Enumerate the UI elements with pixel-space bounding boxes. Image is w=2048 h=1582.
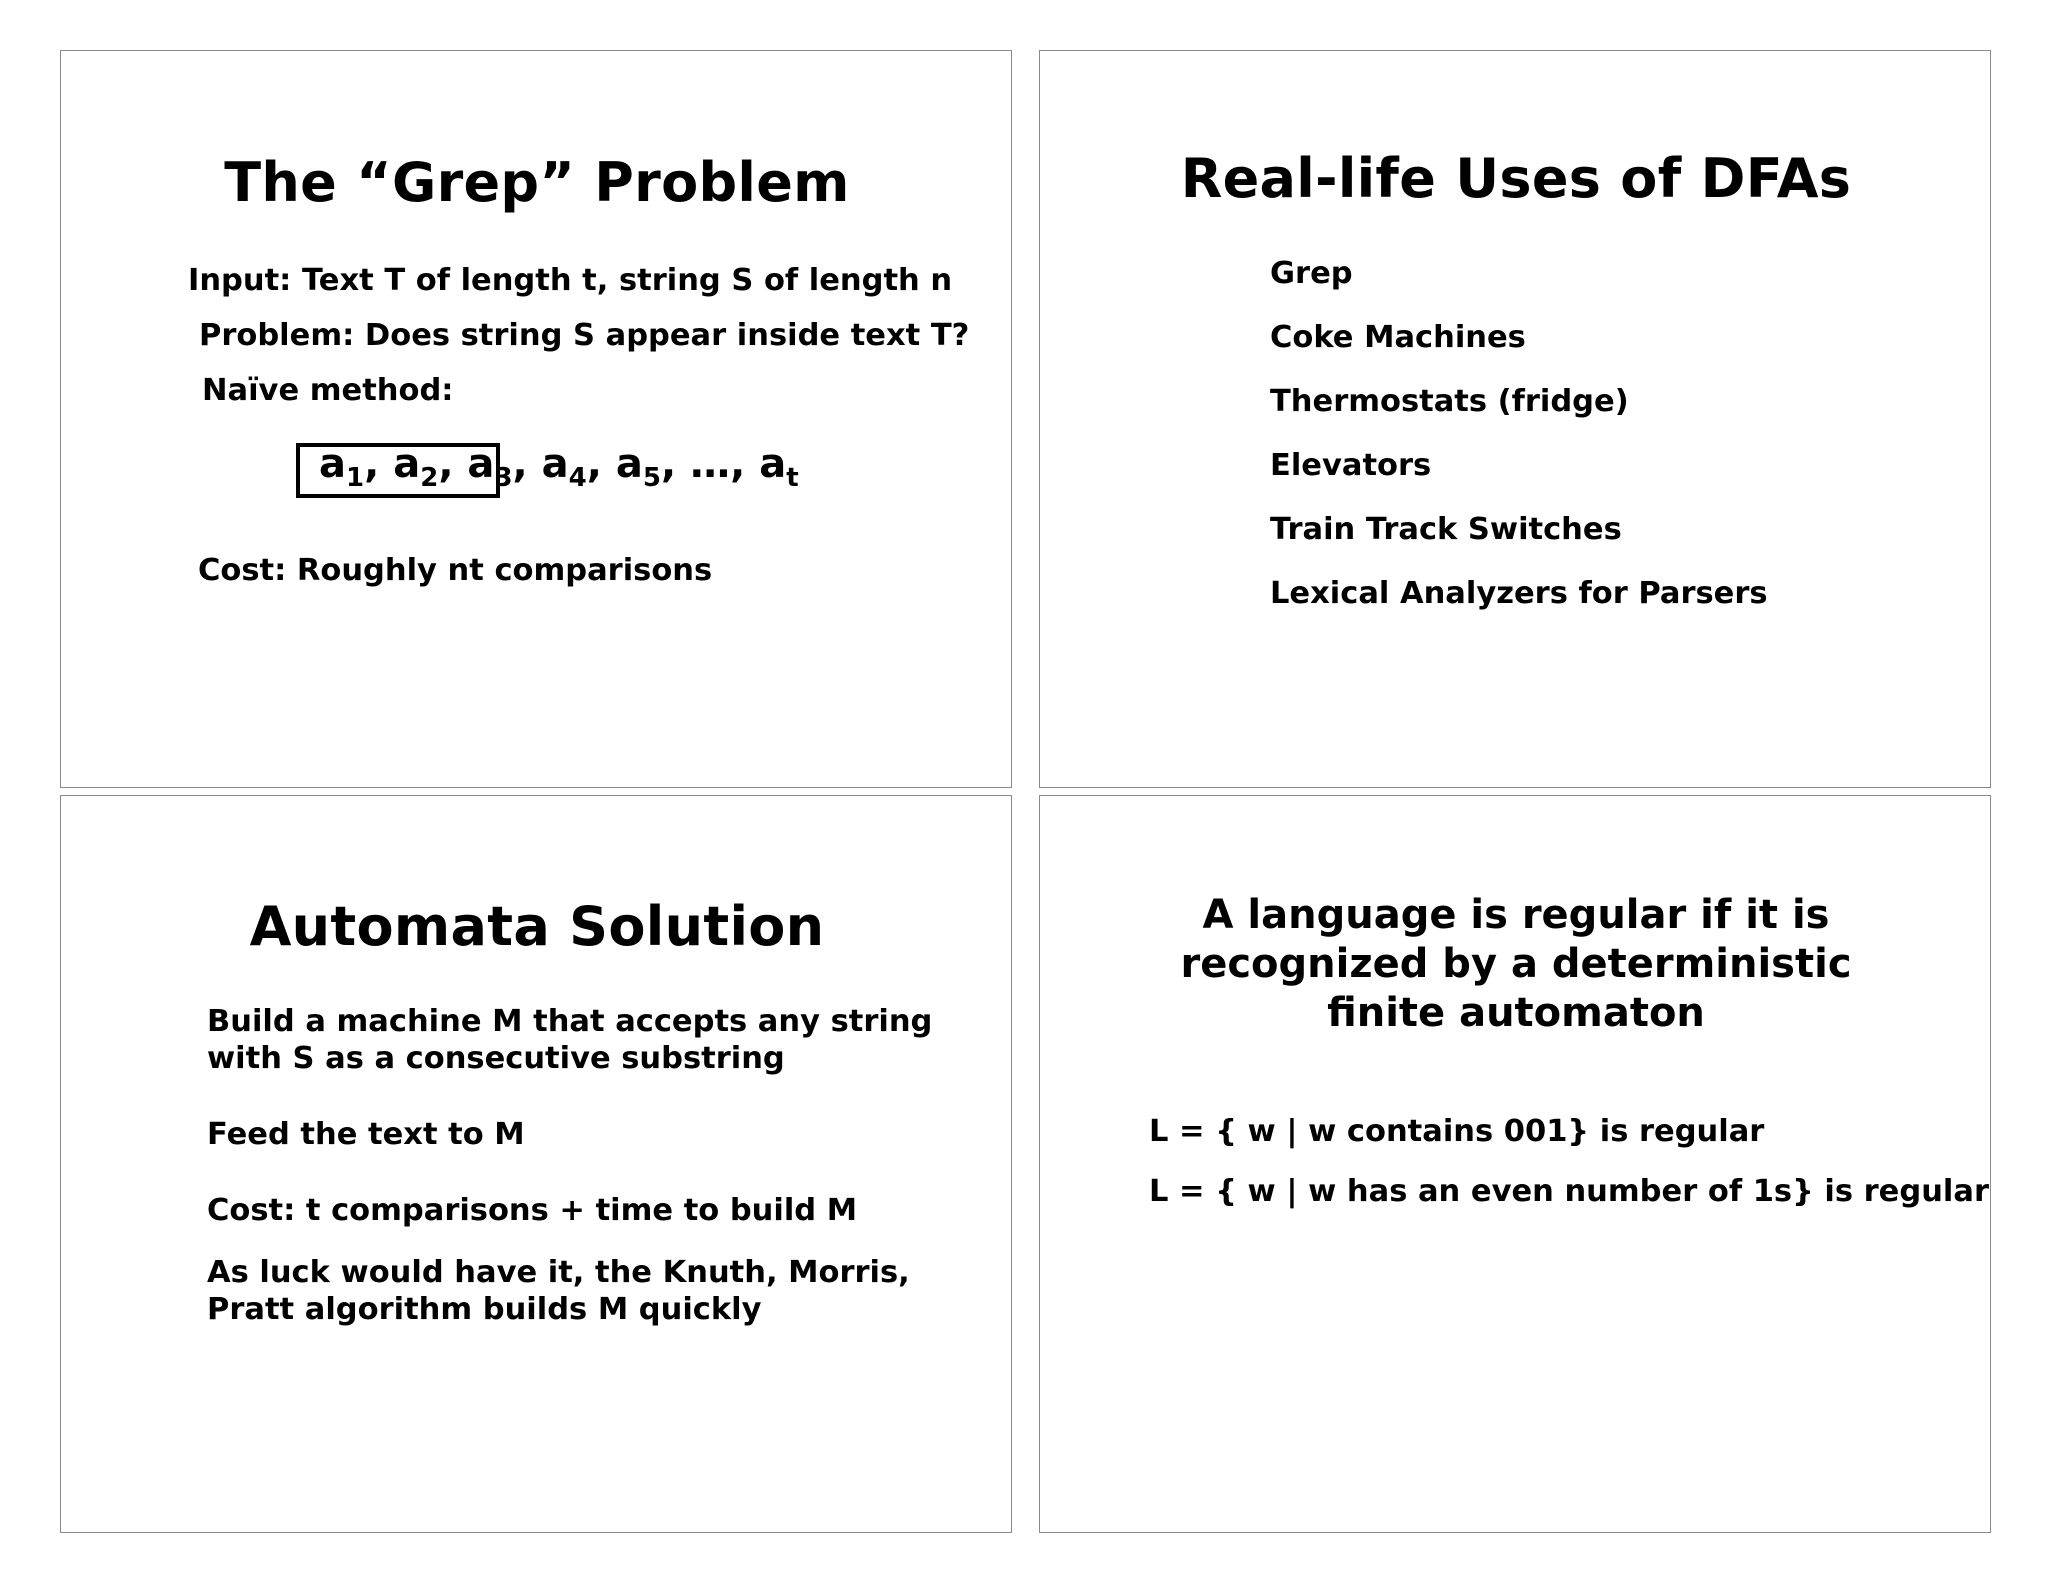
list-item: Lexical Analyzers for Parsers [1270, 576, 1768, 611]
symbol-sequence: $a_1$, $a_2$, $a_3$, $a_4$, $a_5$, …, $a_t$ [319, 441, 799, 493]
paragraph-line: Build a machine M that accepts any string [207, 1004, 933, 1039]
list-item: Train Track Switches [1270, 512, 1622, 547]
heading-line: recognized by a deterministic [1180, 941, 1852, 987]
paragraph-line: Pratt algorithm builds M quickly [207, 1292, 762, 1327]
example-line: L = { w | w contains 001} is regular [1149, 1114, 1765, 1149]
paragraph-line: Cost: t comparisons + time to build M [207, 1193, 858, 1228]
list-item: Elevators [1270, 448, 1432, 483]
slide-automata-solution [60, 795, 1012, 1533]
heading-line: finite automaton [1327, 990, 1705, 1036]
cost-line: Cost: Roughly nt comparisons [198, 553, 713, 588]
list-item: Thermostats (fridge) [1270, 384, 1629, 419]
list-item: Grep [1270, 256, 1353, 291]
slide-real-life-uses [1039, 50, 1991, 788]
heading-line: A language is regular if it is [1202, 892, 1830, 938]
slide-grep-problem [60, 50, 1012, 788]
problem-line: Problem: Does string S appear inside text T? [199, 318, 970, 353]
paragraph-line: with S as a consecutive substring [207, 1041, 785, 1076]
naive-method-line: Naïve method: [202, 373, 454, 408]
paragraph-line: As luck would have it, the Knuth, Morris, [207, 1255, 910, 1290]
input-line: Input: Text T of length t, string S of length n [188, 263, 953, 298]
slide-title: Automata Solution [249, 895, 825, 958]
slide-title: Real-life Uses of DFAs [1180, 147, 1852, 210]
list-item: Coke Machines [1270, 320, 1526, 355]
paragraph-line: Feed the text to M [207, 1117, 525, 1152]
slide-regular-language [1039, 795, 1991, 1533]
definition-heading [1040, 891, 1992, 1038]
slide-title: The “Grep” Problem [224, 151, 850, 214]
example-line: L = { w | w has an even number of 1s} is regular [1149, 1174, 1989, 1209]
